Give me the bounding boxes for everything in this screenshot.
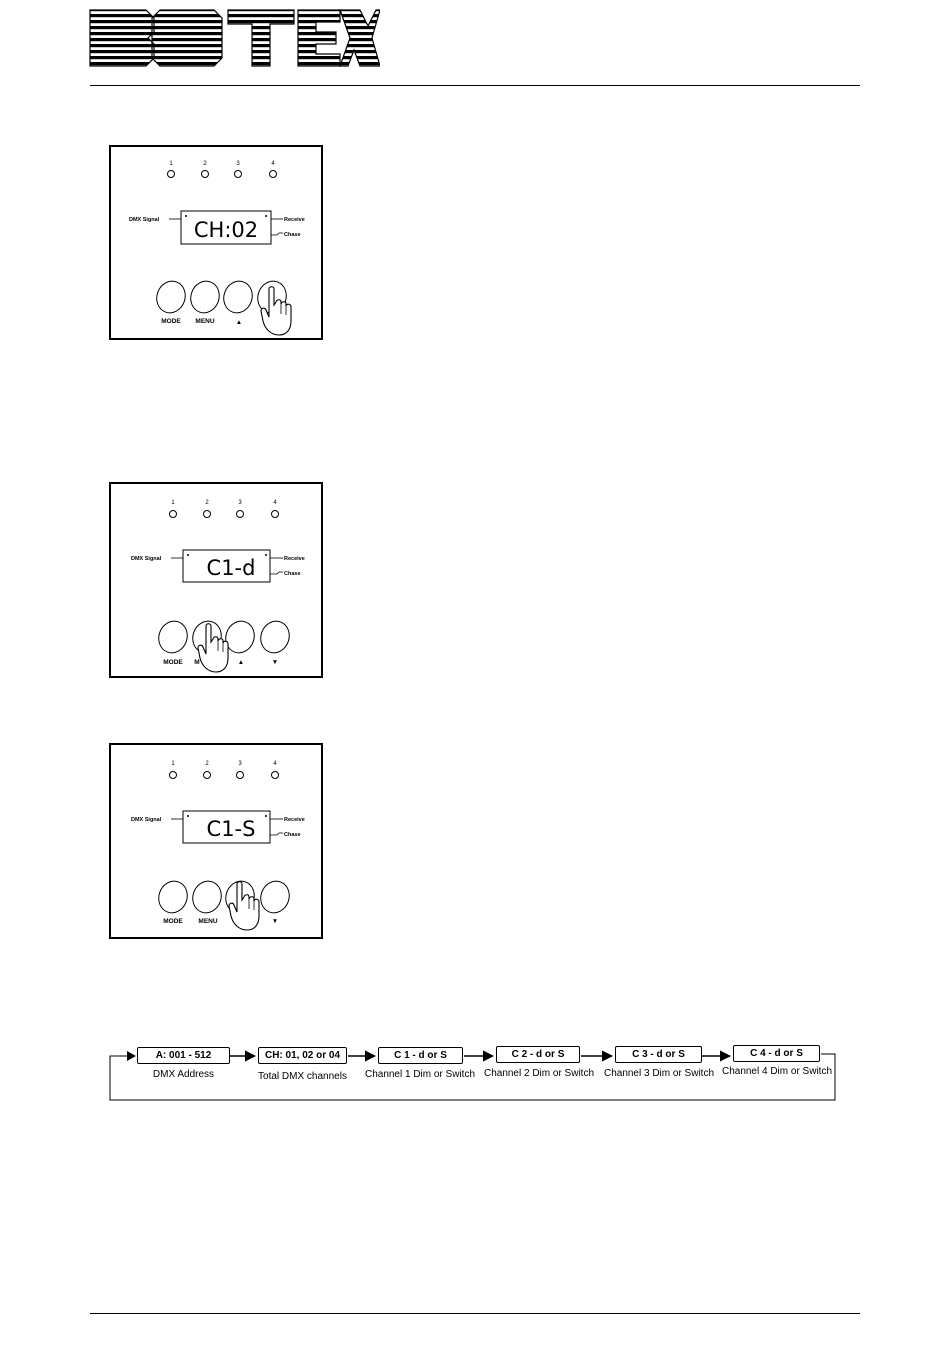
mode-button[interactable] [154,617,191,657]
receive-label: Receive [284,817,305,823]
button-label-up: ▲ [235,319,243,326]
led-indicator [237,772,244,779]
flow-box-channel-2: C 2 - d or S [496,1046,580,1063]
led-label-2: 2 [203,161,207,167]
controller-panel-ch [109,145,323,340]
led-indicator [170,511,177,518]
controller-panel-c1s [109,743,323,939]
menu-button[interactable] [186,277,223,317]
dmx-signal-label: DMX Signal [129,217,160,223]
button-label-mode: MODE [161,318,181,325]
botex-logo-graphic [88,8,380,68]
led-label-3: 3 [238,761,242,767]
mode-button[interactable] [152,277,189,317]
button-label-mode: MODE [163,918,183,925]
chase-label: Chase [284,232,301,238]
receive-label: Receive [284,217,305,223]
flow-box-channel-1: C 1 - d or S [378,1047,463,1064]
button-label-menu: M [194,659,200,666]
receive-label: Receive [284,556,305,562]
lcd-text: CH:02 [193,218,259,242]
up-button[interactable] [219,277,256,317]
chase-label: Chase [284,832,301,838]
led-indicator [202,171,209,178]
led-label-1: 1 [171,500,175,506]
led-label-4: 4 [273,761,277,767]
led-label-3: 3 [236,161,240,167]
flow-caption-channel-2: Channel 2 Dim or Switch [483,1068,595,1079]
button-label-up: ▲ [237,659,245,666]
led-label-4: 4 [271,161,275,167]
button-label-menu: MENU [195,318,215,325]
led-label-4: 4 [273,500,277,506]
led-indicator [237,511,244,518]
menu-flowchart [105,1040,845,1110]
mode-button[interactable] [154,877,191,917]
flow-caption-channel-1: Channel 1 Dim or Switch [364,1069,476,1080]
loop-back-arrowhead [127,1051,136,1061]
led-indicator [170,772,177,779]
led-label-2: 2 [205,761,209,767]
controller-panel-c1d [109,482,323,678]
footer-rule [90,1313,860,1314]
lcd-text: C1-d [206,556,256,580]
chase-label: Chase [284,571,301,577]
led-indicator [204,511,211,518]
flow-caption-channel-4: Channel 4 Dim or Switch [721,1066,833,1077]
led-indicator [270,171,277,178]
led-indicator [235,171,242,178]
button-label-down: ▼ [271,918,279,925]
down-button[interactable] [256,617,293,657]
flow-box-total-channels: CH: 01, 02 or 04 [258,1047,347,1064]
led-indicator [168,171,175,178]
flow-caption-dmx-address: DMX Address [152,1069,215,1080]
flow-box-dmx-address: A: 001 - 512 [137,1047,230,1064]
led-indicator [272,772,279,779]
flow-box-channel-4: C 4 - d or S [733,1045,820,1062]
down-button[interactable] [256,877,293,917]
header-rule [90,85,860,86]
lcd-text: C1-S [206,817,256,841]
button-label-mode: MODE [163,659,183,666]
flow-caption-channel-3: Channel 3 Dim or Switch [603,1068,715,1079]
brand-logo [88,8,380,68]
led-label-1: 1 [169,161,173,167]
led-label-2: 2 [205,500,209,506]
led-indicator [272,511,279,518]
led-indicator [204,772,211,779]
flow-caption-total-channels: Total DMX channels [258,1071,347,1082]
button-label-down: ▼ [271,659,279,666]
led-label-1: 1 [171,761,175,767]
led-label-3: 3 [238,500,242,506]
menu-button[interactable] [188,877,225,917]
flow-box-channel-3: C 3 - d or S [615,1046,702,1063]
dmx-signal-label: DMX Signal [131,817,162,823]
button-label-menu: MENU [198,918,218,925]
dmx-signal-label: DMX Signal [131,556,162,562]
